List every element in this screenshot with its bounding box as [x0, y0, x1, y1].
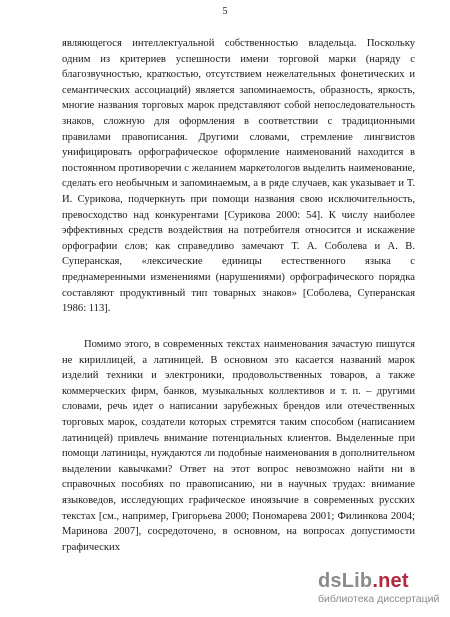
body-paragraph-1: являющегося интеллектуальной собственностью владельца. Поскольку одним из критериев успешности имени торговой марки (наряду с благозвучностью, краткостью, отсутствием нежелательных фонетических и семантических ассоциаций) является запоминаемость, образность, яркость, многие названия торговых марок представляют собой непоследовательность знаков, сложную для оформления в соответствии с традиционными правилами правописания. Другими словами, стремление лингвистов унифицировать орфографическое оформление наименований находится в постоянном противоречии с желанием маркетологов выделить наименование, сделать его необычным и запоминаемым, а в ряде случаев, как указывает и Т. И. Сурикова, подчеркнуть при помощи названия свою исключительность, превосходство над конкурентами [Сурикова 2000: 54]. К числу наиболее эффективных средств воздействия на потребителя относится и искажение орфографии слов; как справедливо замечают Т. А. Соболева и А. В. Суперанская, «лексические единицы естественного языка с преднамеренными изменениями (нарушениями) орфографического порядка составляют продуктивный тип товарных знаков» [Соболева, Суперанская 1986: 113].: [62, 38, 415, 315]
watermark-logo: [318, 570, 442, 592]
body-paragraph-2: [62, 337, 415, 555]
watermark-logo-tld: .net: [372, 570, 409, 592]
watermark-subtitle: библиотека диссертаций: [318, 593, 440, 605]
watermark-logo-main: dsLib: [318, 570, 373, 592]
body-paragraph-2-text: Помимо этого, в современных текстах наименования зачастую пишутся не кириллицей, а латиницей. В основном это касается названий марок изделий техники и электроники, продовольственных товаров, а также коммерческих фирм, банков, музыкальных коллективов и т. п. – другими словами, речь идет о написании зарубежных брендов или отечественных торговых марок, создатели которых стремятся таким способом (написанием латиницей) привлечь внимание потенциальных клиентов. Выделенные при помощи латиницы, нуждаются ли подобные наименования в дополнительном выделении кавычками? Ответ на этот вопрос невозможно найти ни в справочных пособиях по правописанию, ни в научных трудах: внимание языковедов, исследующих графическое иноязычие в современных русских текстах [см., например, Григорьева 2000; Пономарева 2001; Филинкова 2004; Маринова 2007], сосредоточено, в основном, на вопросах допустимости графических: [62, 339, 415, 553]
site-watermark: [318, 570, 442, 614]
page-number: 5: [222, 6, 228, 17]
